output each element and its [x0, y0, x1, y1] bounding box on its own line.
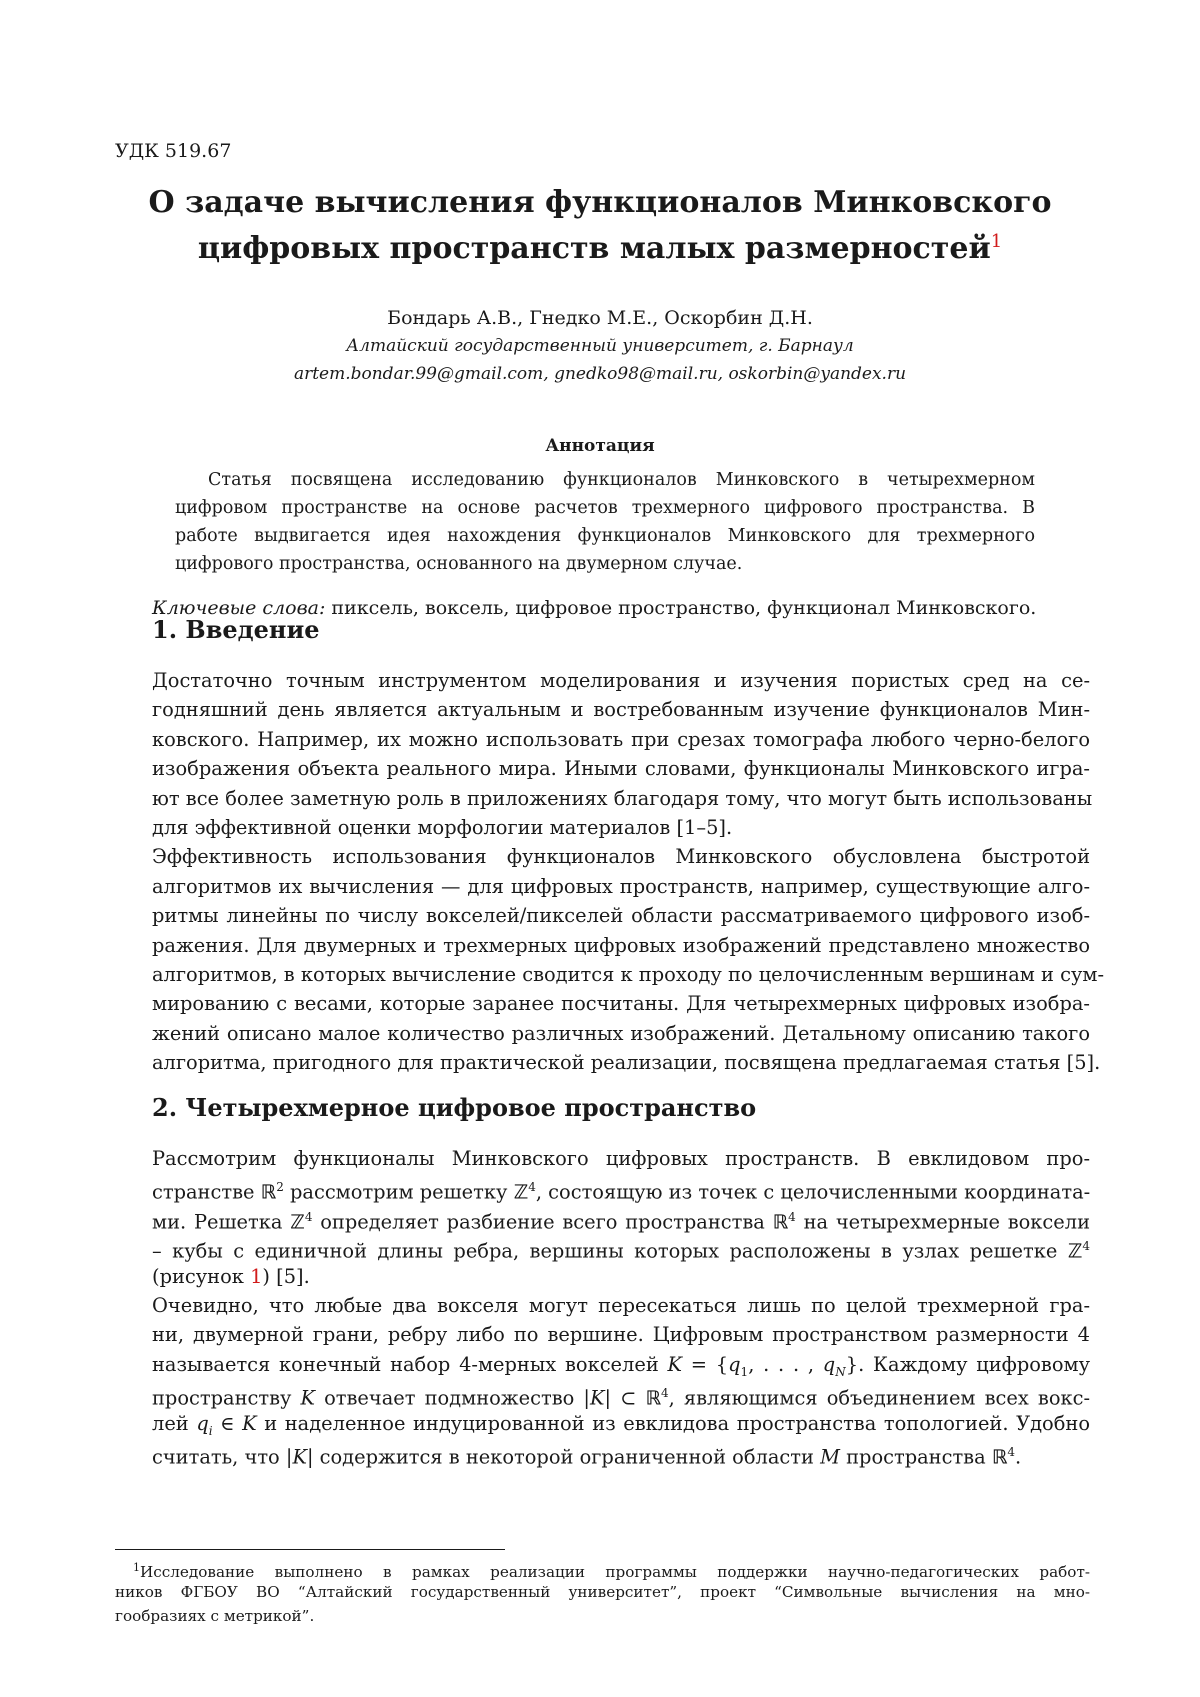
text-line: ритмы линейны по числу вокселей/пикселей области рассматриваемого цифрового изоб- — [152, 904, 1090, 928]
text-line: считать, что |K| содержится в некоторой ограниченной области M пространства ℝ$^4$. — [152, 1444, 1022, 1469]
footnote-line: $^1$Исследование выполнено в рамках реализации программы поддержки научно-педагогических работ- — [115, 1556, 1090, 1580]
text-line: ражения. Для двумерных и трехмерных цифровых изображений представлено множество — [152, 933, 1090, 957]
text-line: странстве ℝ$^2$ рассмотрим решетку ℤ$^4$, состоящую из точек с целочисленными координата- — [152, 1180, 1091, 1204]
text-line: ми. Решетка ℤ$^4$ определяет разбиение всего пространства ℝ$^4$ на четырехмерные воксели — [152, 1209, 1090, 1234]
text-line: жений описано малое количество различных изображений. Детальному описанию такого — [152, 1021, 1090, 1045]
text-line: алгоритма, пригодного для практической реализации, посвящена предлагаемая статья [5]. — [152, 1051, 1101, 1075]
text-line: ют все более заметную роль в приложениях благодаря тому, что могут быть использованы — [152, 786, 1093, 810]
section-2-paragraph-2 — [152, 1291, 1090, 1467]
abstract-heading: Аннотация — [545, 436, 655, 456]
text-line: Рассмотрим функционалы Минковского цифровых пространств. В евклидовом про- — [152, 1147, 1090, 1170]
text-line: Эффективность использования функционалов Минковского обусловлена быстротой — [152, 845, 1090, 869]
text-line: называется конечный набор 4-мерных вокселей $K = \{q_1$, . . . , $q_N$}. Каждому цифровому — [152, 1352, 1090, 1379]
title-line-1: О задаче вычисления функционалов Минковского — [148, 185, 1052, 220]
text-line: Достаточно точным инструментом моделирования и изучения пористых сред на се- — [152, 669, 1090, 692]
footnote-line: гообразиях с метрикой”. — [115, 1607, 315, 1625]
emails: artem.bondar.99@gmail.com, gnedko98@mail.ru, oskorbin@yandex.ru — [293, 364, 907, 384]
figure-reference-link[interactable]: 1 — [250, 1264, 263, 1288]
section-2-paragraph-1 — [152, 1144, 1090, 1291]
text-line: Очевидно, что любые два вокселя могут пересекаться лишь по целой трехмерной гра- — [152, 1294, 1090, 1317]
section-1-heading: 1. Введение — [152, 615, 320, 644]
text-line: мированию с весами, которые заранее посчитаны. Для четырехмерных цифровых изобра- — [152, 992, 1090, 1016]
footnote — [115, 1556, 1090, 1628]
text-line: алгоритмов их вычисления — для цифровых пространств, например, существующие алго- — [152, 874, 1090, 898]
section-1-paragraph-2 — [152, 842, 1105, 1077]
title-footnote-mark[interactable]: 1 — [990, 231, 1003, 252]
authors: Бондарь А.В., Гнедко М.Е., Оскорбин Д.Н. — [387, 307, 813, 329]
text-line: – кубы с единичной длины ребра, вершины которых расположены в узлах решетке ℤ$^4$ — [152, 1239, 1090, 1263]
affiliation: Алтайский государственный университет, г. Барнаул — [346, 336, 854, 356]
text-line: (рисунок 1) [5]. — [152, 1264, 310, 1288]
text-line: пространству K отвечает подмножество |K| ⊂ ℝ$^4$, являющимся объединением всех вокс- — [152, 1386, 1091, 1410]
text-line: изображения объекта реального мира. Иными словами, функционалы Минковского игра- — [152, 757, 1090, 781]
text-line: ковского. Например, их можно использовать при срезах томографа любого черно-белого — [152, 727, 1090, 751]
footnote-line: ников ФГБОУ ВО “Алтайский государственный университет”, проект “Символьные вычисления на мно- — [115, 1583, 1090, 1601]
keywords-label: Ключевые слова: — [152, 597, 326, 619]
text-line: ни, двумерной грани, ребру либо по вершине. Цифровым пространством размерности 4 — [152, 1323, 1090, 1347]
abstract-text: Статья посвящена исследованию функционалов Минковского в четырехмерном цифровом пространстве на основе расчетов трехмерного цифрового пространства. В работе выдвигается идея нахождения функционалов Минковского для трехмерного цифрового пространства, основанного на двумерном случае. — [175, 470, 1035, 574]
footnote-mark: 1 — [133, 1561, 140, 1574]
section-2-heading: 2. Четырехмерное цифровое пространство — [152, 1093, 757, 1122]
udk-code: УДК 519.67 — [115, 140, 232, 162]
title-line-2: цифровых пространств малых размерностей$^1$ — [197, 231, 1003, 266]
text-line: для эффективной оценки морфологии материалов [1–5]. — [152, 815, 733, 839]
text-line: годняшний день является актуальным и востребованным изучение функционалов Мин- — [152, 698, 1090, 722]
text-line: алгоритмов, в которых вычисление сводится к проходу по целочисленным вершинам и сум- — [152, 962, 1105, 986]
text-line: лей $q_i$ ∈ K и наделенное индуцированной из евклидова пространства топологией. Удобно — [152, 1411, 1090, 1438]
footnote-divider — [115, 1549, 505, 1550]
paper-title — [0, 180, 1200, 272]
keywords-text: пиксель, воксель, цифровое пространство, функционал Минковского. — [331, 597, 1037, 619]
section-1-paragraph-1 — [152, 666, 1093, 842]
